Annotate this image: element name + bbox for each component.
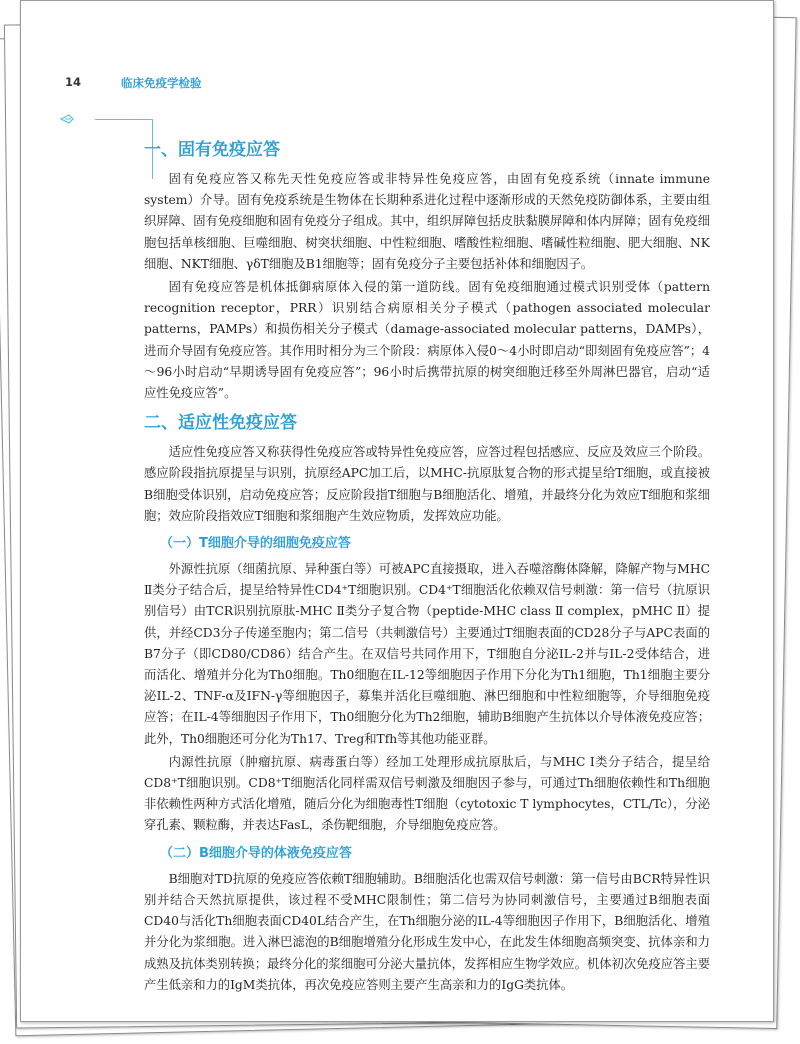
main-content	[144, 131, 710, 998]
section-adaptive	[144, 410, 710, 996]
paragraph: 固有免疫应答又称先天性免疫应答或非特异性免疫应答，由固有免疫系统（innate immune system）介导。固有免疫系统是生物体在长期种系进化过程中逐渐形成的天然免疫防御体系，主要由组织屏障、固有免疫细胞和固有免疫分子组成。其中，组织屏障包括皮肤黏膜屏障和体内屏障；固有免疫细胞包括单核细胞、巨噬细胞、树突状细胞、中性粒细胞、嗜酸性粒细胞、嗜碱性粒细胞、肥大细胞、NK细胞、NKT细胞、γδT细胞及B1细胞等；固有免疫分子主要包括补体和细胞因子。	[144, 172, 710, 271]
subsection-heading: （二）B细胞介导的体液免疫应答	[160, 845, 352, 861]
decorative-rule-horizontal	[95, 119, 153, 120]
book-page	[20, 0, 774, 1022]
running-header	[65, 75, 733, 95]
paragraph: B细胞对TD抗原的免疫应答依赖T细胞辅助。B细胞活化也需双信号刺激：第一信号由BCR特异性识别并结合天然抗原提供，该过程不受MHC限制性；第二信号为协同刺激信号，主要通过B细胞表面CD40与活化Th细胞表面CD40L结合产生，在Th细胞分泌的IL-4等细胞因子作用下，B细胞活化、增殖并分化为浆细胞。进入淋巴滤泡的B细胞增殖分化形成生发中心，在此发生体细胞高频突变、抗体亲和力成熟及抗体类别转换；最终分化的浆细胞可分泌大量抗体，发挥相应生物学效应。机体初次免疫应答主要产生低亲和力的IgM类抗体，再次免疫应答则主要产生高亲和力的IgG类抗体。	[144, 871, 710, 992]
subsection-heading: （一）T细胞介导的细胞免疫应答	[160, 536, 351, 552]
subsection-b-cell	[144, 843, 710, 996]
section-innate	[144, 137, 710, 404]
section-heading: 一、固有免疫应答	[144, 140, 280, 160]
paragraph: 适应性免疫应答又称获得性免疫应答或特异性免疫应答，应答过程包括感应、反应及效应三个阶段。感应阶段指抗原提呈与识别，抗原经APC加工后，以MHC-抗原肽复合物的形式提呈给T细胞，或直接被B细胞受体识别，启动免疫应答；反应阶段指T细胞与B细胞活化、增殖，并最终分化为效应T细胞和浆细胞；效应阶段指效应T细胞和浆细胞产生效应物质，发挥效应功能。	[144, 445, 710, 523]
paragraph: 内源性抗原（肿瘤抗原、病毒蛋白等）经加工处理形成抗原肽后，与MHC Ⅰ类分子结合，提呈给CD8⁺T细胞识别。CD8⁺T细胞活化同样需双信号刺激及细胞因子参与，可通过Th细胞依赖性和Th细胞非依赖性两种方式活化增殖，随后分化为细胞毒性T细胞（cytotoxic T lymphocytes，CTL/Tc），分泌穿孔素、颗粒酶，并表达FasL，杀伤靶细胞，介导细胞免疫应答。	[144, 754, 710, 833]
paragraph: 外源性抗原（细菌抗原、异种蛋白等）可被APC直接摄取，进入吞噬溶酶体降解，降解产物与MHC Ⅱ类分子结合后，提呈给特异性CD4⁺T细胞识别。CD4⁺T细胞活化依赖双信号刺激：第一信号（抗原识别信号）由TCR识别抗原肽-MHC Ⅱ类分子复合物（peptide-MHC class Ⅱ complex，pMHC Ⅱ）提供，并经CD3分子传递至胞内；第二信号（共刺激信号）主要通过T细胞表面的CD28分子与APC表面的B7分子（即CD80/CD86）结合产生。在双信号共同作用下，T细胞自分泌IL-2并与IL-2受体结合，进而活化、增殖并分化为Th0细胞。Th0细胞在IL-12等细胞因子作用下分化为Th1细胞，Th1细胞主要分泌IL-2、TNF-α及IFN-γ等细胞因子，募集并活化巨噬细胞、淋巴细胞和中性粒细胞等，介导细胞免疫应答；在IL-4等细胞因子作用下，Th0细胞分化为Th2细胞，辅助B细胞产生抗体以介导体液免疫应答；此外，Th0细胞还可分化为Th17、Treg和Tfh等其他功能亚群。	[144, 562, 710, 746]
subsection-t-cell	[144, 533, 710, 837]
paragraph: 固有免疫应答是机体抵御病原体入侵的第一道防线。固有免疫细胞通过模式识别受体（pattern recognition receptor，PRR）识别结合病原相关分子模式（pathogen associated molecular patterns，PAMPs）和损伤相关分子模式（damage-associated molecular patterns，DAMPs），进而介导固有免疫应答。其作用时相分为三个阶段：病原体入侵0～4小时即启动“即刻固有免疫应答”；4～96小时启动“早期诱导固有免疫应答”；96小时后携带抗原的树突细胞迁移至外周淋巴器官，启动“适应性免疫应答”。	[144, 280, 710, 401]
section-heading: 二、适应性免疫应答	[144, 413, 297, 434]
book-title: 临床免疫学检验	[121, 76, 202, 90]
page-number: 14	[65, 75, 82, 89]
pen-nib-icon	[59, 111, 95, 127]
